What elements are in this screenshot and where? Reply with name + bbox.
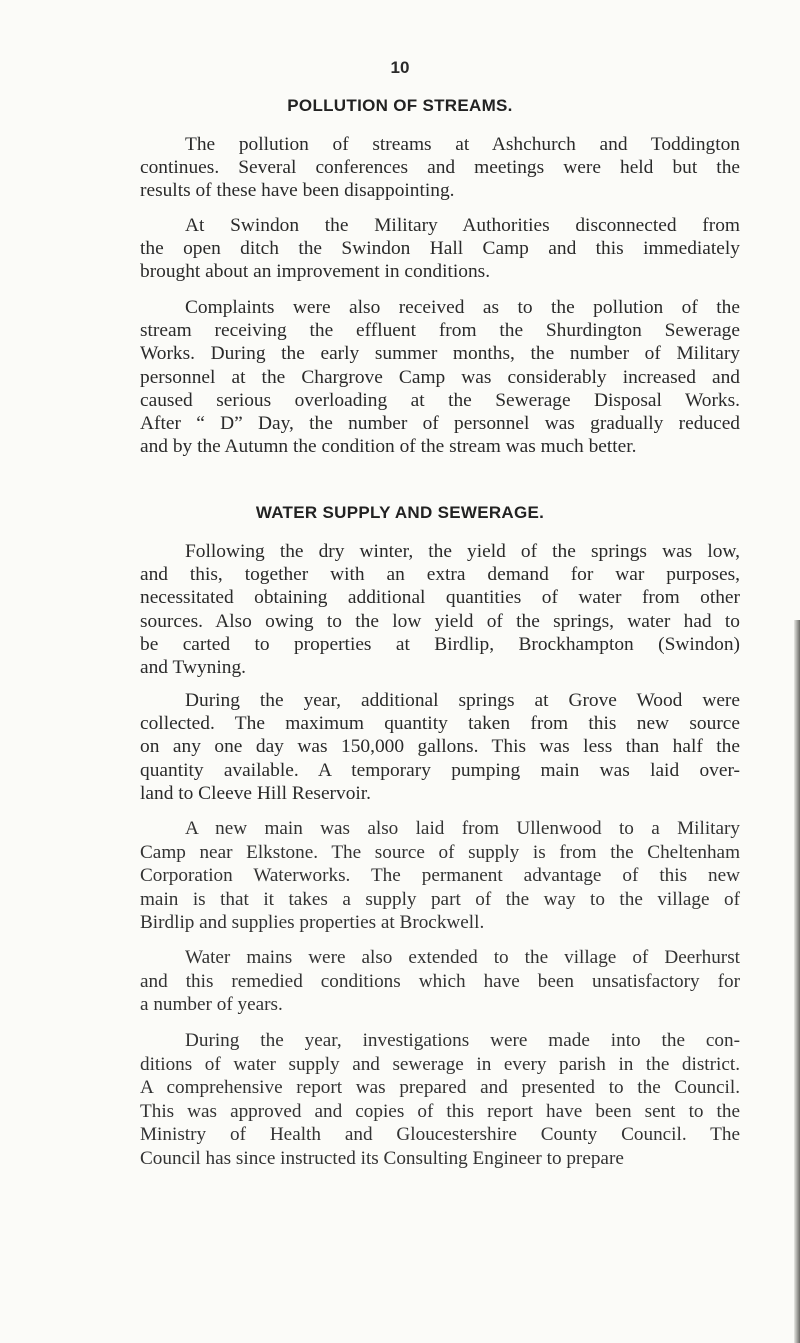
text-line: quantity available. A temporary pumping main was laid over- <box>140 759 740 781</box>
text-line: and this remedied conditions which have been unsatisfactory for <box>140 970 740 992</box>
text-line: land to Cleeve Hill Reservoir. <box>140 782 372 804</box>
text-line: on any one day was 150,000 gallons. This was less than half the <box>140 736 740 758</box>
text-line: results of these have been disappointing. <box>140 180 455 202</box>
text-line: During the year, investigations were made into the con- <box>185 1030 740 1051</box>
text-line: main is that it takes a supply part of the way to the village of <box>140 888 740 910</box>
text-line: Ministry of Health and Gloucestershire County Council. The <box>140 1124 740 1146</box>
paragraph-swindon-camp <box>140 214 740 284</box>
text-line: Works. During the early summer months, the number of Military <box>140 343 740 365</box>
section-heading-water-supply: WATER SUPPLY AND SEWERAGE. <box>255 503 545 522</box>
text-line: Camp near Elkstone. The source of supply is from the Cheltenham <box>140 841 740 863</box>
text-line: a number of years. <box>140 994 283 1016</box>
paragraph-investigations <box>140 1029 740 1171</box>
text-line: Following the dry winter, the yield of the springs was low, <box>185 541 740 562</box>
text-line: After “ D” Day, the number of personnel was gradually reduced <box>140 413 740 435</box>
paragraph-deerhurst-mains <box>140 946 740 1017</box>
text-line: be carted to properties at Birdlip, Brockhampton (Swindon) <box>140 633 740 655</box>
text-line: continues. Several conferences and meetings were held but the <box>140 157 740 179</box>
text-line: the open ditch the Swindon Hall Camp and this immediately <box>140 238 740 260</box>
text-line: sources. Also owing to the low yield of the springs, water had to <box>140 610 740 632</box>
text-line: caused serious overloading at the Sewerage Disposal Works. <box>140 389 740 411</box>
text-line: The pollution of streams at Ashchurch and Toddington <box>185 134 740 155</box>
paragraph-ullenwood-main <box>140 817 740 935</box>
text-line: Council has since instructed its Consulting Engineer to prepare <box>140 1147 624 1169</box>
section-heading-pollution: POLLUTION OF STREAMS. <box>287 96 513 115</box>
text-line: Corporation Waterworks. The permanent advantage of this new <box>140 865 740 887</box>
text-line: A comprehensive report was prepared and presented to the Council. <box>140 1077 740 1099</box>
text-line: collected. The maximum quantity taken from this new source <box>140 713 740 735</box>
paragraph-grove-wood <box>140 689 740 805</box>
text-line: brought about an improvement in conditions. <box>140 261 491 283</box>
text-line: Water mains were also extended to the village of Deerhurst <box>185 947 740 968</box>
text-line: Complaints were also received as to the pollution of the <box>185 297 740 318</box>
text-line: During the year, additional springs at Grove Wood were <box>185 690 740 711</box>
page-edge-shadow <box>794 620 800 1343</box>
text-line: A new main was also laid from Ullenwood to a Military <box>185 818 740 839</box>
paragraph-pollution-ashchurch <box>140 133 740 203</box>
paragraph-dry-winter <box>140 540 740 679</box>
paragraph-shurdington-sewerage <box>140 296 740 458</box>
text-line: and this, together with an extra demand for war purposes, <box>140 564 740 586</box>
text-line: stream receiving the effluent from the Shurdington Sewerage <box>140 320 740 342</box>
text-line: necessitated obtaining additional quantities of water from other <box>140 587 740 609</box>
text-line: and by the Autumn the condition of the stream was much better. <box>140 436 637 458</box>
page-number: 10 <box>390 58 410 77</box>
text-line: and Twyning. <box>140 657 247 679</box>
text-line: Birdlip and supplies properties at Brockwell. <box>140 912 485 934</box>
text-line: personnel at the Chargrove Camp was considerably increased and <box>140 366 740 388</box>
text-line: This was approved and copies of this report have been sent to the <box>140 1100 740 1122</box>
text-line: ditions of water supply and sewerage in every parish in the district. <box>140 1053 740 1075</box>
text-line: At Swindon the Military Authorities disconnected from <box>185 215 740 236</box>
